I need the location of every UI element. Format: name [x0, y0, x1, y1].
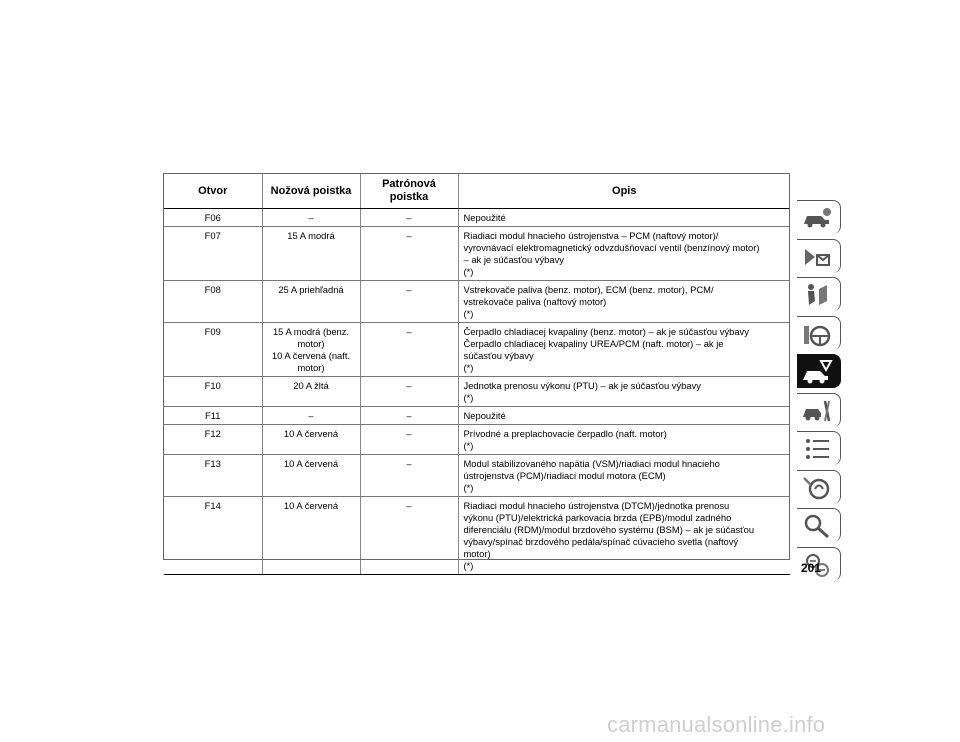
cell-otvor: F11	[164, 407, 262, 425]
opis-line: Prívodné a preplachovacie čerpadlo (naft. motor)	[463, 428, 667, 439]
opis-line: Riadiaci modul hnacieho ústrojenstva – PCM (naftový motor)/	[463, 230, 719, 241]
tab-index[interactable]	[797, 508, 841, 542]
search-index-icon	[801, 512, 833, 540]
opis-line: vstrekovače paliva (naftový motor)	[463, 296, 607, 307]
tab-dashboard[interactable]	[797, 239, 841, 273]
tab-specifications[interactable]	[797, 431, 841, 465]
cell-opis	[458, 407, 790, 425]
cell-patronova-poistka: –	[360, 425, 458, 455]
cell-otvor: F12	[164, 425, 262, 455]
page-number: 201	[800, 561, 822, 575]
cell-opis	[458, 497, 790, 575]
cell-patronova-poistka: –	[360, 377, 458, 407]
opis-line: – ak je súčasťou výbavy	[463, 254, 564, 265]
tab-emergency[interactable]	[797, 354, 841, 388]
opis-line: súčasťou výbavy	[463, 350, 534, 361]
tab-service[interactable]	[797, 393, 841, 427]
opis-line: Nepoužité	[463, 212, 506, 223]
opis-line: výkonu (PTU)/elektrická parkovacia brzda (EPB)/modul zadného	[463, 512, 732, 523]
cell-patronova-poistka: –	[360, 227, 458, 281]
opis-line: vyrovnávací elektromagnetický odvzdušňovací ventil (benzínový motor)	[463, 242, 760, 253]
cell-opis	[458, 281, 790, 323]
cell-nozova-poistka: –	[262, 209, 360, 227]
opis-line: (*)	[463, 392, 474, 403]
car-info-icon	[801, 204, 833, 232]
car-service-icon	[801, 397, 833, 425]
cell-nozova-poistka: –	[262, 407, 360, 425]
cell-patronova-poistka: –	[360, 497, 458, 575]
watermark: carmanualsonline.info	[607, 712, 826, 737]
cell-nozova-poistka: 25 A priehľadná	[262, 281, 360, 323]
table-row	[164, 281, 790, 323]
cell-otvor: F09	[164, 323, 262, 377]
cell-nozova-poistka: 15 A modrá	[262, 227, 360, 281]
table-header-row	[164, 174, 790, 209]
chapter-tabs	[797, 200, 841, 585]
cell-opis	[458, 209, 790, 227]
header-otvor: Otvor	[164, 174, 262, 209]
cell-nozova-poistka: 10 A červená	[262, 455, 360, 497]
cell-nozova-poistka: 20 A žltá	[262, 377, 360, 407]
cell-nozova-poistka: 10 A červená	[262, 425, 360, 455]
table-row	[164, 209, 790, 227]
cell-otvor: F08	[164, 281, 262, 323]
opis-line: Jednotka prenosu výkonu (PTU) – ak je súčasťou výbavy	[463, 380, 701, 391]
opis-line: Modul stabilizovaného napätia (VSM)/riadiaci modul hnacieho	[463, 458, 720, 469]
opis-line: (*)	[463, 560, 474, 571]
cell-otvor: F10	[164, 377, 262, 407]
cell-otvor: F06	[164, 209, 262, 227]
opis-line: Nepoužité	[463, 410, 506, 421]
table-row	[164, 425, 790, 455]
safety-seat-icon	[801, 281, 833, 309]
table-row	[164, 407, 790, 425]
table-row	[164, 377, 790, 407]
opis-line: (*)	[463, 362, 474, 373]
cell-opis	[458, 425, 790, 455]
tab-multimedia[interactable]	[797, 470, 841, 504]
dashboard-warning-icon	[801, 243, 833, 271]
opis-line: (*)	[463, 482, 474, 493]
opis-line: diferenciálu (RDM)/modul brzdového systému (BSM) – ak je súčasťou	[463, 524, 755, 535]
opis-line: (*)	[463, 308, 474, 319]
cell-opis	[458, 377, 790, 407]
cell-patronova-poistka: –	[360, 323, 458, 377]
opis-line: výbavy/spínač brzdového pedála/spínač cúvacieho svetla (naftový	[463, 536, 739, 547]
tab-driving[interactable]	[797, 316, 841, 350]
steering-wheel-icon	[801, 320, 833, 348]
opis-line: Čerpadlo chladiacej kvapaliny UREA/PCM (naft. motor) – ak je	[463, 338, 724, 349]
header-nozova-poistka: Nožová poistka	[262, 174, 360, 209]
header-patronova-poistka: Patrónová poistka	[360, 174, 458, 209]
tab-car-info[interactable]	[797, 200, 841, 234]
opis-line: Riadiaci modul hnacieho ústrojenstva (DTCM)/jednotka prenosu	[463, 500, 730, 511]
cell-opis	[458, 227, 790, 281]
fuse-table-body	[164, 209, 790, 575]
cell-otvor: F14	[164, 497, 262, 575]
opis-line: (*)	[463, 266, 474, 277]
cell-patronova-poistka: –	[360, 407, 458, 425]
cell-nozova-poistka: 15 A modrá (benz. motor) 10 A červená (naft. motor)	[262, 323, 360, 377]
opis-line: ústrojenstva (PCM)/riadiaci modul motora (ECM)	[463, 470, 666, 481]
specifications-list-icon	[801, 435, 833, 463]
cell-opis	[458, 323, 790, 377]
table-row	[164, 497, 790, 575]
table-row	[164, 455, 790, 497]
emergency-car-icon	[801, 358, 833, 386]
cell-otvor: F07	[164, 227, 262, 281]
cell-otvor: F13	[164, 455, 262, 497]
cell-opis	[458, 455, 790, 497]
cell-patronova-poistka: –	[360, 209, 458, 227]
cell-patronova-poistka: –	[360, 455, 458, 497]
opis-line: Vstrekovače paliva (benz. motor), ECM (benz. motor), PCM/	[463, 284, 714, 295]
opis-line: Čerpadlo chladiacej kvapaliny (benz. motor) – ak je súčasťou výbavy	[463, 326, 749, 337]
cell-nozova-poistka: 10 A červená	[262, 497, 360, 575]
table-row	[164, 323, 790, 377]
multimedia-icon	[801, 474, 833, 502]
cell-patronova-poistka: –	[360, 281, 458, 323]
table-row	[164, 227, 790, 281]
fuse-table	[164, 174, 790, 575]
header-opis: Opis	[458, 174, 790, 209]
tab-safety[interactable]	[797, 277, 841, 311]
opis-line: motor)	[463, 548, 491, 559]
opis-line: (*)	[463, 440, 474, 451]
